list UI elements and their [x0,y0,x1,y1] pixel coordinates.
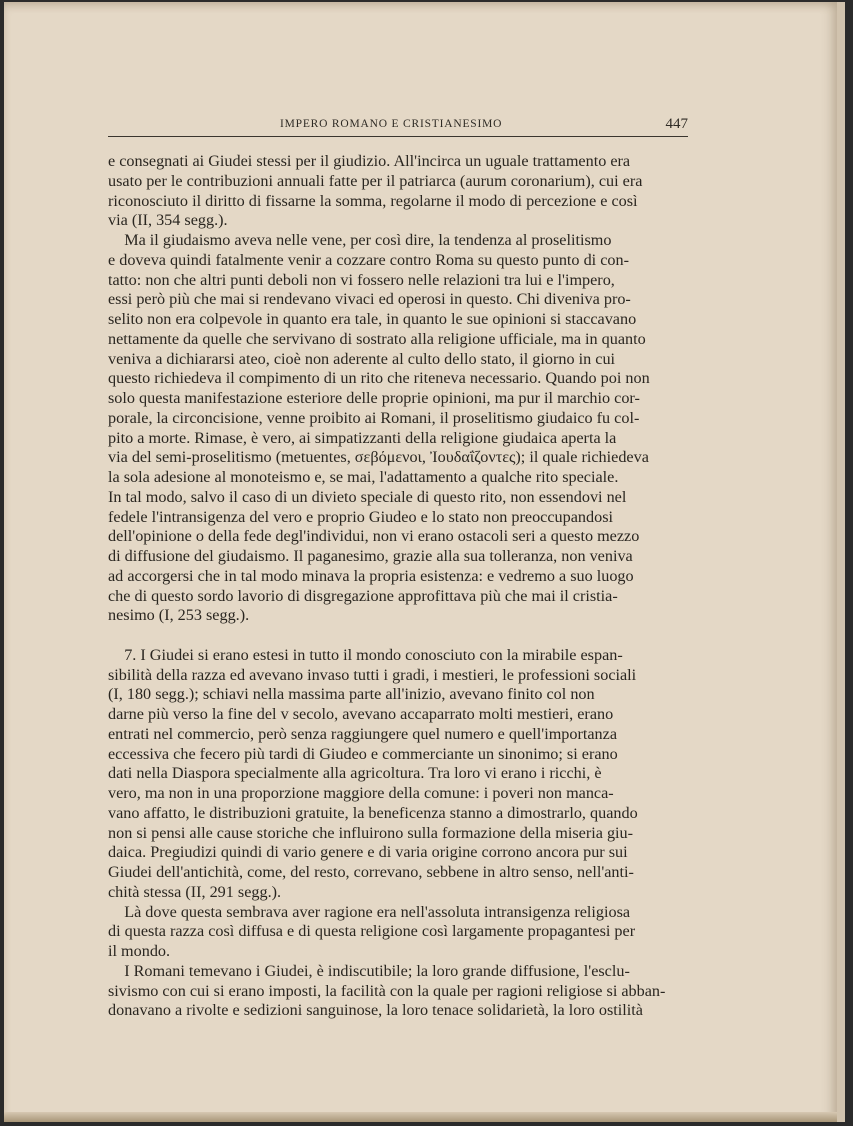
text-line: Ma il giudaismo aveva nelle vene, per così dire, la tendenza al proselitismo [108,231,612,249]
text-line: sibilità della razza ed avevano invaso tutti i gradi, i mestieri, le professioni sociali [108,665,637,684]
text-line: nettamente da quelle che servivano di sostrato alla religione ufficiale, ma in quanto [108,329,646,348]
text-line: chità stessa (II, 291 segg.). [108,882,282,901]
body-text [108,152,688,1021]
text-line: Là dove questa sembrava aver ragione era nell'assoluta intransigenza religiosa [108,902,631,921]
page-header [108,116,688,137]
text-line: di diffusione del giudaismo. Il paganesimo, grazie alla sua tolleranza, non veniva [108,547,633,565]
text-line: pito a morte. Rimase, è vero, ai simpatizzanti della religione giudaica aperta la [108,428,617,447]
text-line: donavano a rivolte e sedizioni sanguinose, la loro tenace solidarietà, la loro ostilità [108,1001,643,1020]
text-line: fedele l'intransigenza del vero e proprio Giudeo e lo stato non preoccupandosi [108,507,614,526]
text-line: non si pensi alle cause storiche che influirono sulla formazione della miseria giu- [108,823,634,842]
text-line: vano affatto, le distribuzioni gratuite, la beneficenza stanno a dimostrarlo, quando [108,803,638,822]
text-line: (I, 180 segg.); schiavi nella massima parte all'inizio, avevano finito col non [108,685,595,704]
text-line: vero, ma non in una proporzione maggiore della comune: i poveri non manca- [108,784,614,802]
text-line: nesimo (I, 253 segg.). [108,606,250,625]
text-line: dell'opinione o della fede degl'individui, non vi erano ostacoli seri a questo mezzo [108,527,640,546]
text-line: Giudei dell'antichità, come, del resto, correvano, sebbene in altro senso, nell'anti- [108,863,634,881]
text-line: usato per le contribuzioni annuali fatte per il patriarca (aurum coronarium), cui era [108,171,643,190]
text-line: dati nella Diaspora specialmente alla agricoltura. Tra loro vi erano i ricchi, è [108,764,602,783]
text-line: darne più verso la fine del v secolo, avevano accaparrato molti mestieri, erano [108,705,614,723]
text-line: il mondo. [108,942,171,960]
running-head: IMPERO ROMANO E CRISTIANESIMO [280,118,503,130]
text-line: che di questo sordo lavorio di disgregazione approfittava più che mai il cristia- [108,586,618,605]
text-line: e consegnati ai Giudei stessi per il giudizio. All'incirca un uguale trattamento era [108,152,631,170]
text-line: ad accorgersi che in tal modo minava la propria esistenza: e vedremo a suo luogo [108,566,634,585]
text-line: selito non era colpevole in quanto era tale, in quanto le sue opinioni si staccavano [108,310,637,328]
text-line: veniva a dichiararsi ateo, cioè non aderente al culto dello stato, il giorno in cui [108,349,616,368]
text-line: essi però più che mai si rendevano vivaci ed operosi in questo. Chi diveniva pro- [108,290,631,309]
text-line: e doveva quindi fatalmente venir a cozzare contro Roma su questo punto di con- [108,250,629,269]
text-line: via (II, 354 segg.). [108,211,228,230]
text-line: tatto: non che altri punti deboli non vi fossero nelle relazioni tra lui e l'impero, [108,270,615,289]
text-line: I Romani temevano i Giudei, è indiscutibile; la loro grande diffusione, l'esclu- [108,961,630,980]
text-line: 7. I Giudei si erano estesi in tutto il mondo conosciuto con la mirabile espan- [108,645,623,664]
text-line: via del semi-proselitismo (metuentes, σεβόμενοι, Ἰουδαΐζοντες); il quale richiedeva [108,448,649,467]
text-line: questo richiedeva il compimento di un rito che riteneva necessario. Quando poi non [108,369,650,388]
page-number: 447 [665,116,688,132]
book-page [4,2,845,1122]
text-line: eccessiva che fecero più tardi di Giudeo e commerciante un sinonimo; si erano [108,744,618,763]
text-line: riconosciuto il diritto di fissarne la somma, regolarne il modo di percezione e così [108,191,638,210]
text-line: sivismo con cui si erano imposti, la facilità con la quale per ragioni religiose si abban- [108,981,666,1000]
text-line: porale, la circoncisione, venne proibito ai Romani, il proselitismo giudaico fu col- [108,408,640,427]
paragraph-gap [108,626,688,646]
text-line: solo questa manifestazione esteriore delle proprie opinioni, ma pur il marchio cor- [108,389,640,407]
page-edge [4,1112,837,1122]
text-line: In tal modo, salvo il caso di un divieto speciale di questo rito, non essendovi nel [108,487,627,506]
text-line: la sola adesione al monoteismo e, se mai, l'adattamento a qualche rito speciale. [108,468,619,486]
text-line: entrati nel commercio, però senza raggiungere quel numero e quell'importanza [108,724,618,743]
text-line: daica. Pregiudizi quindi di vario genere e di varia origine corrono ancora pur sui [108,843,628,862]
text-line: di questa razza così diffusa e di questa religione così largamente propagantesi per [108,922,636,941]
